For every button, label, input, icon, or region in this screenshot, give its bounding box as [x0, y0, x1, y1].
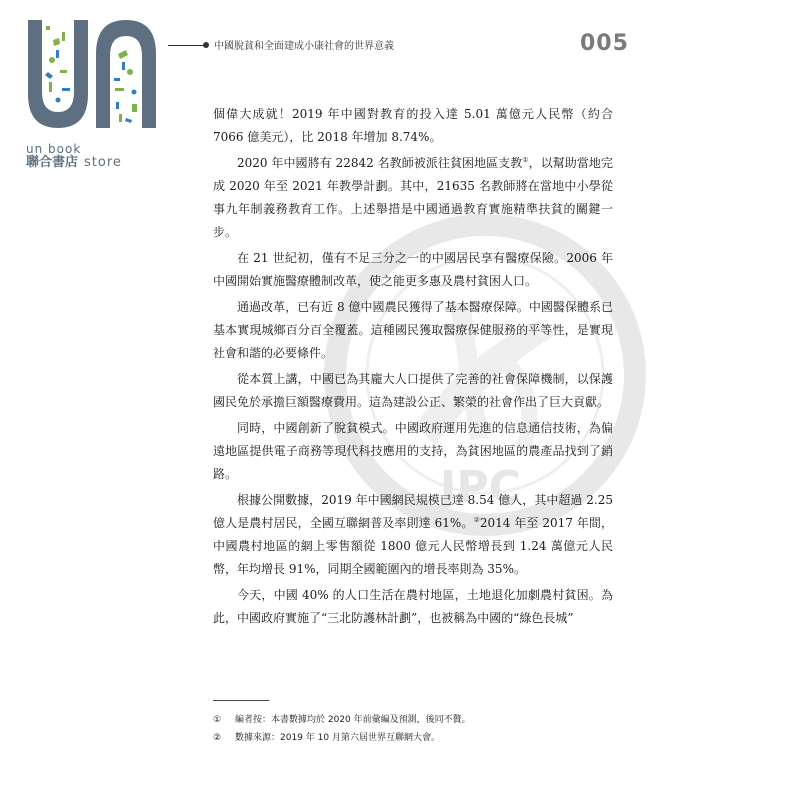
- paragraph-3: 在 21 世紀初，僅有不足三分之一的中國居民享有醫療保險。2006 年中國開始實施醫療體制改革，使之能更多惠及農村貧困人口。: [213, 251, 613, 288]
- svg-text:JPC: JPC: [440, 462, 521, 513]
- footnote-mark: ①: [213, 715, 222, 725]
- paragraph-6: 同時，中國創新了脫貧模式。中國政府運用先進的信息通信技術，為偏遠地區提供電子商務等現代科技應用的支持，為貧困地區的農產品找到了銷路。: [213, 421, 613, 481]
- paragraph-5: 從本質上講，中國已為其龐大人口提供了完善的社會保障機制，以保護國民免於承擔巨額醫療費用。這為建設公正、繁榮的社會作出了巨大貢獻。: [213, 372, 613, 409]
- logo-line1: un book: [26, 142, 82, 156]
- paragraph-7-text-b: 2014 年至 2017 年間，中國農村地區的網上零售額從 1800 億元人民幣增長到 1.24 萬億元人民幣，年均增長 91%，同期全國範圍內的增長率則為 35%。: [213, 516, 613, 576]
- paragraph-2: [213, 152, 613, 244]
- footnote-text: 編者按：本書數據均於 2020 年前彙編及預測，後同不贅。: [235, 715, 471, 725]
- header-rule: [168, 45, 204, 46]
- footnote-ref-1[interactable]: ①: [522, 156, 529, 164]
- store-logo: [22, 12, 160, 170]
- footnote-text: 數據來源：2019 年 10 月第六屆世界互聯網大會。: [235, 733, 440, 743]
- footnote-ref-2[interactable]: ②: [473, 516, 480, 524]
- logo-wordmark: [26, 142, 176, 170]
- paragraph-2-text-b: ，以幫助當地完成 2020 年至 2021 年教學計劃。其中，21635 名教師將在當地中小學從事九年制義務教育工作。上述舉措是中國通過教育實施精準扶貧的關鍵一步。: [213, 156, 613, 239]
- paragraph-2-text-a: 2020 年中國將有 22842 名教師被派往貧困地區支教: [237, 156, 523, 170]
- footnote-mark: ②: [213, 733, 222, 743]
- header-bullet: [203, 42, 209, 48]
- footnote-rule: [213, 700, 269, 701]
- logo-line2-cn: 聯合書店: [26, 155, 79, 170]
- body-text: [213, 103, 613, 633]
- paragraph-7: [213, 489, 613, 581]
- logo-emblem: [22, 12, 160, 134]
- paragraph-1: 個偉大成就！2019 年中國對教育的投入達 5.01 萬億元人民幣（約合 7066 億美元），比 2018 年增加 8.74%。: [213, 107, 613, 144]
- logo-line2: [26, 156, 176, 170]
- footnotes: [213, 711, 613, 747]
- paragraph-8: 今天，中國 40% 的人口生活在農村地區，土地退化加劇農村貧困。為此，中國政府實施了“三北防護林計劃”，也被稱為中國的“綠色長城”: [213, 588, 613, 625]
- running-head: 中國脫貧和全面建成小康社會的世界意義: [214, 41, 394, 52]
- page-number: 005: [580, 31, 629, 56]
- paragraph-7-text-a: 根據公開數據，2019 年中國網民規模已達 8.54 億人，其中超過 2.25 億人是農村居民，全國互聯網普及率則達 61%。: [213, 493, 613, 530]
- footnote-1: [213, 711, 613, 729]
- footnote-2: [213, 729, 613, 747]
- paragraph-4: 通過改革，已有近 8 億中國農民獲得了基本醫療保障。中國醫保體系已基本實現城鄉百分百全覆蓋。這種國民獲取醫療保健服務的平等性，是實現社會和諧的必要條件。: [213, 300, 613, 360]
- logo-line2-en: store: [84, 155, 122, 170]
